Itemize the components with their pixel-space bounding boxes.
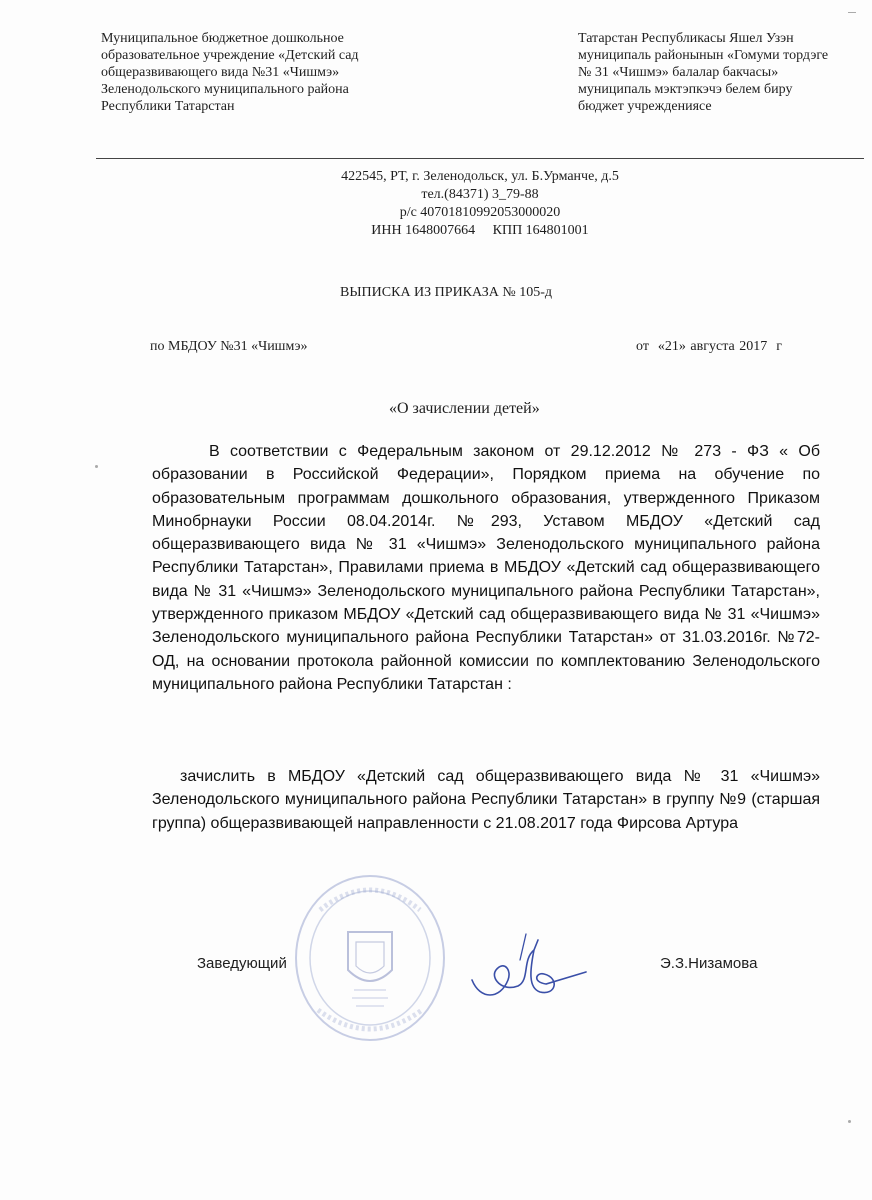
address-block (300, 168, 660, 240)
header-left-line: Муниципальное бюджетное дошкольное (101, 31, 344, 46)
signatory-name: Э.З.Низамова (660, 955, 758, 972)
header-left-line: Республики Татарстан (101, 99, 235, 114)
inn-kpp-line: ИНН 1648007664 КПП 164801001 (371, 223, 589, 238)
header-right-line: Татарстан Республикасы Яшел Узэн (578, 31, 794, 46)
header-right-line: № 31 «Чишмэ» балалар бакчасы» (578, 65, 779, 80)
header-left-line: Зеленодольского муниципального района (101, 82, 349, 97)
bank-account-line: р/с 40701810992053000020 (399, 205, 561, 220)
order-subject: «О зачислении детей» (389, 400, 540, 417)
scan-speck (95, 465, 98, 468)
header-left-line: образовательное учреждение «Детский сад (101, 48, 359, 63)
header-right-org-block (578, 30, 828, 115)
header-right-line: бюджет учреждениясе (578, 99, 712, 114)
signatory-position: Заведующий (197, 955, 287, 972)
phone-line: тел.(84371) 3_79-88 (421, 187, 539, 202)
document-title: ВЫПИСКА ИЗ ПРИКАЗА № 105-д (340, 285, 553, 300)
organization-label: по МБДОУ №31 «Чишмэ» (150, 339, 308, 354)
document-date: от «21» августа 2017 г (636, 339, 782, 354)
address-line: 422545, РТ, г. Зеленодольск, ул. Б.Урманче, д.5 (341, 169, 619, 184)
header-left-org-block (101, 30, 359, 115)
header-right-line: муниципаль районынын «Гомуми тордэге (578, 48, 829, 63)
legal-basis-paragraph: В соответствии с Федеральным законом от 29.12.2012 № 273 - ФЗ « Об образовании в Российской Федерации», Порядком приема на обучение по образовательным программам дошкольного образования, утвержденного Приказом Минобрнауки России 08.04.2014г. №293, Уставом МБДОУ «Детский сад общеразвивающего вида № 31 «Чишмэ» Зеленодольского муниципального района Республики Татарстан», Правилами приема в МБДОУ «Детский сад общеразвивающего вида № 31 «Чишмэ» Зеленодольского муниципального района Республики Татарстан», утвержденного приказом МБДОУ «Детский сад общеразвивающего вида № 31 «Чишмэ» Зеленодольского муниципального района Республики Татарстан» от 31.03.2016г. №72-ОД, на основании протокола районной комиссии по комплектованию Зеленодольского муниципального района Республики Татарстан : (152, 443, 820, 693)
official-seal-stamp (290, 870, 450, 1045)
scan-speck (848, 12, 856, 13)
scan-speck (848, 1120, 851, 1123)
enrollment-order-paragraph: зачислить в МБДОУ «Детский сад общеразвивающего вида № 31 «Чишмэ» Зеленодольского муниципального района Республики Татарстан» в группу №9 (старшая группа) общеразвивающей направленности с 21.08.2017 года Фирсова Артура (152, 768, 820, 832)
header-divider (96, 158, 864, 159)
handwritten-signature (460, 930, 590, 1005)
header-left-line: общеразвивающего вида №31 «Чишмэ» (101, 65, 340, 80)
header-right-line: муниципаль мэктэпкэчэ белем биру (578, 82, 793, 97)
